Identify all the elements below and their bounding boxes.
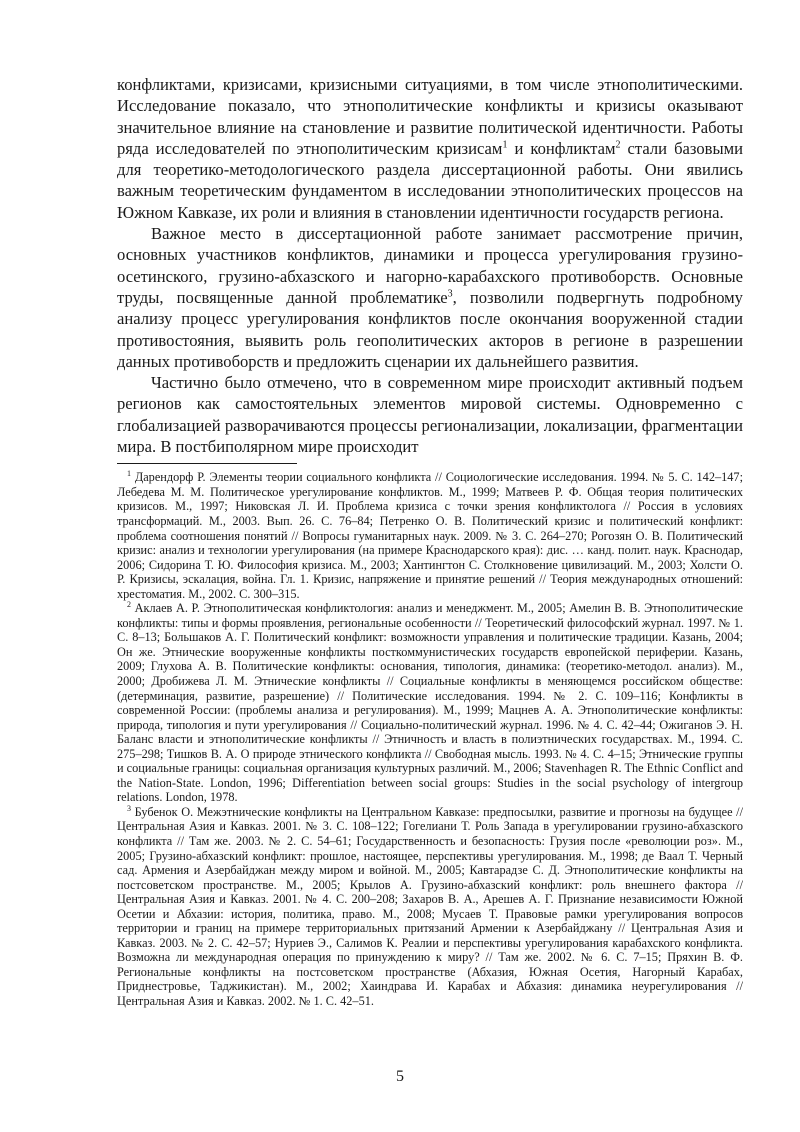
- body-paragraph-1: [117, 74, 743, 223]
- page-content: [117, 74, 743, 1009]
- footnote-text: Дарендорф Р. Элементы теории социального конфликта // Социологические исследования. 1994. № 5. С. 142–147; Лебедева М. М. Политическое урегулирование конфликтов. М., 1999; Матвеев Р. Ф. Общая теория политических кризисов. М., 1997; Никовская Л. И. Проблема кризиса с точки зрения конфликтолога // Россия в условиях трансформаций. М., 2003. Вып. 26. С. 76–84; Петренко О. В. Политический кризис и политический конфликт: проблема соотношения понятий // Вопросы гуманитарных наук. 2009. № 3. С. 264–270; Рогозян О. В. Политический кризис: анализ и технологии урегулирования (на примере Краснодарского края): дис. … канд. полит. наук. Краснодар, 2006; Сидорина Т. Ю. Философия кризиса. М., 2003; Хантингтон С. Столкновение цивилизаций. М., 2003; Холсти О. Р. Кризисы, эскалация, война. Гл. 1. Кризис, напряжение и принятие решений // Теория международных отношений: хрестоматия. М., 2002. С. 300–315.: [117, 470, 743, 601]
- footnote-ref-3[interactable]: 3: [447, 288, 453, 300]
- footnote-mark-1: 1: [127, 469, 131, 479]
- text-run: Важное место в диссертационной работе занимает рассмотрение причин, основных участников конфликтов, динамики и процесса урегулирования грузино-осетинского, грузино-абхазского и нагорно-карабахского противоборств. Основные труды, посвященные данной проблематике: [117, 224, 743, 307]
- footnote-ref-2[interactable]: 2: [615, 139, 621, 151]
- footnote-divider: [117, 463, 297, 464]
- text-run: стали базовыми для теоретико-методологического раздела диссертационной работы. Они явились важным теоретическим фундаментом в исследовании этнополитических процессов на Южном Кавказе, их роли и влияния в становлении идентичности государств региона.: [117, 138, 744, 222]
- body-paragraph-3: [117, 372, 743, 457]
- footnote-3: [117, 805, 743, 1009]
- text-run: и конфликтам: [507, 138, 616, 158]
- body-paragraph-2: [117, 223, 743, 372]
- footnote-ref-1[interactable]: 1: [502, 139, 508, 151]
- footnote-1: [117, 470, 743, 601]
- page-number: 5: [396, 1068, 404, 1085]
- text-run: , позволили подвергнуть подробному анализу процесс урегулирования конфликтов после окончания вооруженной стадии противостояния, выявить роль геополитических акторов в регионе в разрешении данных противоборств и предложить сценарии их дальнейшего развития.: [117, 287, 743, 371]
- footnote-mark-3: 3: [127, 803, 131, 813]
- footnote-mark-2: 2: [127, 600, 131, 610]
- footnote-2: [117, 601, 743, 805]
- text-run: Частично было отмечено, что в современном мире происходит активный подъем регионов как самостоятельных элементов мировой системы. Одновременно с глобализацией разворачиваются процессы регионализации, локализации, фрагментации мира. В постбиполярном мире происходит: [117, 373, 743, 457]
- footnote-text: Аклаев А. Р. Этнополитическая конфликтология: анализ и менеджмент. М., 2005; Амелин В. В. Этнополитические конфликты: типы и формы проявления, региональные особенности // Теоретический философский журнал. 1997. № 1. С. 8–13; Большаков А. Г. Политический конфликт: возможности управления и политические традиции. Казань, 2004; Он же. Этнические вооруженные конфликты посткоммунистических государств европейской периферии. Казань, 2009; Глухова А. В. Политические конфликты: основания, типология, динамика: (теоретико-методол. анализ). М., 2000; Дробижева Л. М. Этнические конфликты // Социальные конфликты в меняющемся российском обществе: (детерминация, развитие, разрешение) // Политические исследования. 1994. № 2. С. 109–116; Конфликты в современной России: (проблемы анализа и регулирования). М., 1999; Мацнев А. А. Этнополитические конфликты: природа, типология и пути урегулирования // Социально-политический журнал. 1996. № 4. С. 42–44; Ожиганов Э. Н. Баланс власти и этнополитические конфликты // Этничность и власть в полиэтнических государствах. М., 1994. С. 275–298; Тишков В. А. О природе этнического конфликта // Свободная мысль. 1993. № 4. С. 4–15; Этнические группы и социальные границы: социальная организация культурных различий. М., 2006; Stavenhagen R. The Ethnic Conflict and the Nation-State. London, 1996; Differentiation between social groups: Studies in the social psychology of intergroup relations. London, 1978.: [117, 601, 743, 805]
- text-run: конфликтами, кризисами, кризисными ситуациями, в том числе этнополитическими. Исследование показало, что этнополитические конфликты и кризисы оказывают значительное влияние на становление и развитие политической идентичности. Работы ряда исследователей по этнополитическим кризисам: [117, 75, 743, 158]
- footnote-text: Бубенок О. Межэтнические конфликты на Центральном Кавказе: предпосылки, развитие и прогнозы на будущее // Центральная Азия и Кавказ. 2001. № 3. С. 108–122; Гогелиани Т. Роль Запада в урегулировании грузино-абхазского конфликта // Там же. 2003. № 2. С. 54–61; Государственность и безопасность: Грузия после «революции роз». М., 2005; Грузино-абхазский конфликт: прошлое, настоящее, перспективы урегулирования. М., 1998; де Ваал Т. Черный сад. Армения и Азербайджан между миром и войной. М., 2005; Кавтарадзе С. Д. Этнополитические конфликты на постсоветском пространстве. М., 2005; Крылов А. Грузино-абхазский конфликт: роль внешнего фактора // Центральная Азия и Кавказ. 2001. № 4. С. 200–208; Захаров В. А., Арешев А. Г. Признание независимости Южной Осетии и Абхазии: история, политика, право. М., 2008; Мусаев Т. Правовые рамки урегулирования вопросов территории и границ на примере территориальных притязаний Армении к Азербайджану // Центральная Азия и Кавказ. 2003. № 2. С. 42–57; Нуриев Э., Салимов К. Реалии и перспективы урегулирования карабахского конфликта. Возможна ли международная операция по принуждению к миру? // Там же. 2002. № 6. С. 7–15; Пряхин В. Ф. Региональные конфликты на постсоветском пространстве (Абхазия, Южная Осетия, Нагорный Карабах, Приднестровье, Таджикистан). М., 2002; Хаиндрава И. Карабах и Абхазия: динамика неурегулирования // Центральная Азия и Кавказ. 2002. № 1. С. 42–51.: [117, 804, 743, 1009]
